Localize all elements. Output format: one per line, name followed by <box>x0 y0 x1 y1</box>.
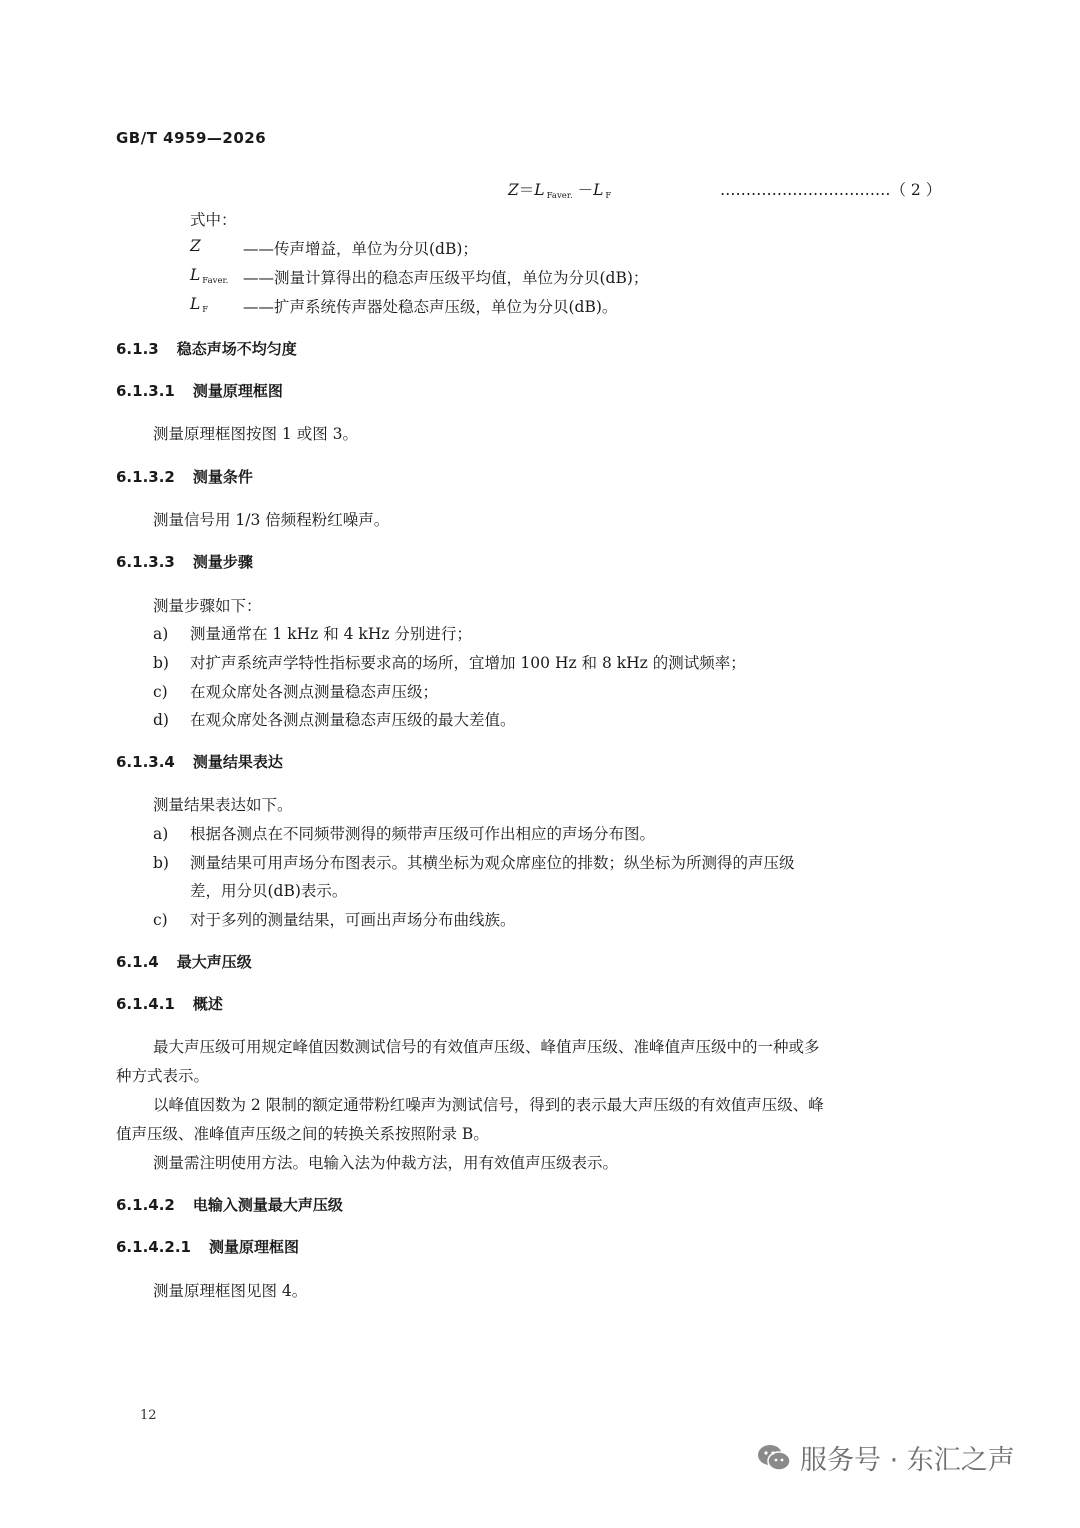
paragraph: 测量原理框图见图 4。 <box>153 1282 308 1300</box>
section-heading <box>116 751 283 772</box>
watermark <box>756 1438 1015 1477</box>
list-text: 在观众席处各测点测量稳态声压级； <box>190 683 439 701</box>
formula-number: ……………………………（ 2 ） <box>720 181 942 199</box>
section-heading <box>116 551 253 572</box>
paragraph-line: 值声压级、准峰值声压级之间的转换关系按照附录 B。 <box>116 1125 489 1143</box>
list-text: 测量通常在 1 kHz 和 4 kHz 分别进行； <box>190 625 472 643</box>
wechat-icon <box>756 1443 792 1473</box>
where-symbol: Z <box>190 237 201 255</box>
paragraph: 测量信号用 1/3 倍频程粉红噪声。 <box>153 511 390 529</box>
where-symbol-sub: Faver. <box>202 276 229 286</box>
section-title: 测量原理框图 <box>208 1238 299 1256</box>
section-number: 6.1.3.4 <box>116 753 175 771</box>
section-title: 电输入测量最大声压级 <box>192 1196 343 1214</box>
list-item <box>153 908 516 930</box>
section-number: 6.1.3.3 <box>116 553 175 571</box>
section-number: 6.1.4.2 <box>116 1196 175 1214</box>
section-number: 6.1.4 <box>116 953 159 971</box>
section-heading <box>116 993 223 1014</box>
section-title: 稳态声场不均匀度 <box>176 340 297 358</box>
section-number: 6.1.3.2 <box>116 468 175 486</box>
section-title: 测量原理框图 <box>192 382 283 400</box>
section-heading <box>116 1194 343 1215</box>
where-symbol: L <box>190 295 201 313</box>
section-title: 最大声压级 <box>176 953 252 971</box>
where-item <box>190 237 201 255</box>
paragraph: 测量步骤如下： <box>153 597 262 615</box>
section-title: 测量条件 <box>192 468 253 486</box>
list-text: 测量结果可用声场分布图表示。其横坐标为观众席座位的排数；纵坐标为所测得的声压级 <box>190 854 795 872</box>
section-heading <box>116 1236 299 1257</box>
list-label: c) <box>153 911 168 929</box>
section-title: 概述 <box>192 995 223 1013</box>
paragraph-line: 以峰值因数为 2 限制的额定通带粉红噪声为测试信号，得到的表示最大声压级的有效值声压级、峰 <box>153 1096 824 1114</box>
formula-lhs: Z <box>508 181 519 199</box>
where-label: 式中： <box>190 211 237 229</box>
section-number: 6.1.3 <box>116 340 159 358</box>
list-label: b) <box>153 854 169 872</box>
formula-eq: ＝ <box>518 181 535 199</box>
where-item <box>190 295 208 315</box>
list-item <box>153 851 795 873</box>
list-text: 对于多列的测量结果，可画出声场分布曲线族。 <box>190 911 516 929</box>
paragraph-line: 最大声压级可用规定峰值因数测试信号的有效值声压级、峰值声压级、准峰值声压级中的一种或多 <box>153 1038 820 1056</box>
paragraph-line: 种方式表示。 <box>116 1067 210 1085</box>
paragraph: 测量结果表达如下。 <box>153 796 293 814</box>
formula-minus: － <box>577 181 594 199</box>
list-label: a) <box>153 625 169 643</box>
section-number: 6.1.3.1 <box>116 382 175 400</box>
section-title: 测量结果表达 <box>192 753 283 771</box>
paragraph: 测量原理框图按图 1 或图 3。 <box>153 425 359 443</box>
list-text: 根据各测点在不同频带测得的频带声压级可作出相应的声场分布图。 <box>190 825 656 843</box>
section-heading <box>116 466 253 487</box>
list-label: b) <box>153 654 169 672</box>
list-text: 对扩声系统声学特性指标要求高的场所，宜增加 100 Hz 和 8 kHz 的测试频率； <box>190 654 746 672</box>
list-label: c) <box>153 683 168 701</box>
section-heading <box>116 380 283 401</box>
list-item-continuation: 差，用分贝(dB)表示。 <box>190 882 348 900</box>
section-heading <box>116 338 297 359</box>
page-number: 12 <box>140 1408 157 1423</box>
formula-term1-sub: Faver. <box>546 191 573 201</box>
standard-code: GB/T 4959—2026 <box>116 129 267 147</box>
list-text: 在观众席处各测点测量稳态声压级的最大差值。 <box>190 711 516 729</box>
list-label: a) <box>153 825 169 843</box>
where-desc: ——扩声系统传声器处稳态声压级，单位为分贝(dB)。 <box>243 298 618 316</box>
section-number: 6.1.4.2.1 <box>116 1238 191 1256</box>
where-desc: ——测量计算得出的稳态声压级平均值，单位为分贝(dB)； <box>243 269 649 287</box>
section-number: 6.1.4.1 <box>116 995 175 1013</box>
list-item <box>153 680 438 702</box>
section-heading <box>116 951 252 972</box>
section-title: 测量步骤 <box>192 553 253 571</box>
paragraph-line: 测量需注明使用方法。电输入法为仲裁方法，用有效值声压级表示。 <box>153 1154 619 1172</box>
watermark-text: 服务号 · 东汇之声 <box>800 1445 1015 1476</box>
list-label: d) <box>153 711 169 729</box>
formula <box>508 178 611 201</box>
where-desc: ——传声增益，单位为分贝(dB)； <box>243 240 478 258</box>
formula-term1: L <box>534 181 545 199</box>
list-item <box>153 622 472 644</box>
formula-term2: L <box>593 181 604 199</box>
list-item <box>153 822 655 844</box>
formula-term2-sub: F <box>605 191 612 201</box>
list-item <box>153 651 746 673</box>
where-symbol-sub: F <box>202 305 209 315</box>
where-item <box>190 266 228 286</box>
where-symbol: L <box>190 266 201 284</box>
list-item <box>153 708 516 730</box>
